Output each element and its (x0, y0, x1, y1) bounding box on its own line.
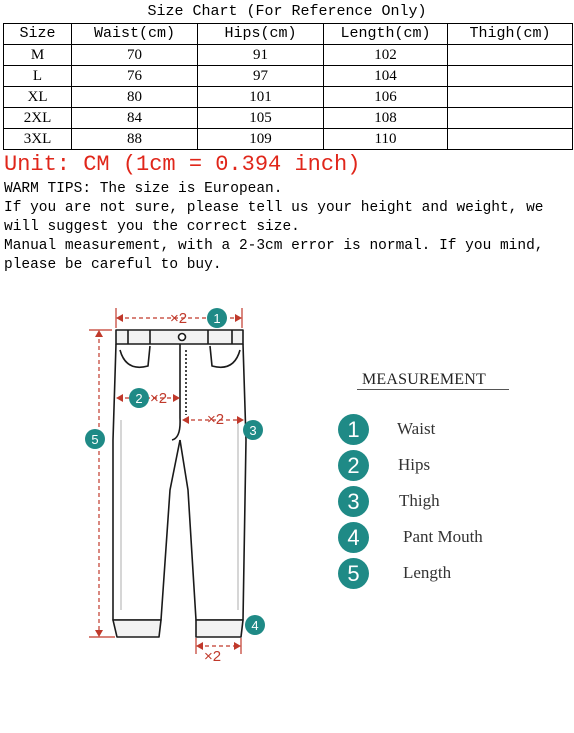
cell-length: 108 (324, 108, 448, 129)
table-row (4, 66, 573, 87)
marker-5-icon (85, 429, 105, 449)
cell-length: 106 (324, 87, 448, 108)
cell-hips: 97 (198, 66, 324, 87)
cell-waist: 76 (72, 66, 198, 87)
cell-thigh (448, 108, 573, 129)
cell-waist: 84 (72, 108, 198, 129)
cell-hips: 109 (198, 129, 324, 150)
pants-diagram (0, 290, 574, 733)
legend-label-waist: Waist (397, 419, 436, 438)
table-header-row (4, 24, 573, 45)
table-row (4, 108, 573, 129)
legend-title: MEASUREMENT (362, 371, 486, 388)
cell-length: 104 (324, 66, 448, 87)
marker-4-icon (245, 615, 265, 635)
header-size: Size (4, 24, 72, 45)
waist-multiplier: ×2 (170, 310, 188, 327)
marker-2-icon (129, 388, 149, 408)
cell-waist: 70 (72, 45, 198, 66)
cell-size: 3XL (4, 129, 72, 150)
cell-thigh (448, 45, 573, 66)
cell-length: 110 (324, 129, 448, 150)
number-2-icon: 2 (338, 450, 369, 481)
pants-outline-icon (113, 330, 246, 637)
size-table (3, 23, 573, 150)
marker-2-label: 2 (135, 391, 143, 406)
legend-label-thigh: Thigh (399, 491, 440, 510)
hips-multiplier: ×2 (150, 390, 168, 407)
cell-thigh (448, 129, 573, 150)
marker-1-icon (207, 308, 227, 328)
marker-5-label: 5 (91, 432, 99, 447)
cell-hips: 101 (198, 87, 324, 108)
thigh-multiplier: ×2 (207, 411, 225, 428)
warm-tips (4, 180, 572, 275)
table-row (4, 129, 573, 150)
cell-waist: 80 (72, 87, 198, 108)
marker-3-label: 3 (249, 423, 257, 438)
cell-length: 102 (324, 45, 448, 66)
cell-thigh (448, 66, 573, 87)
cell-waist: 88 (72, 129, 198, 150)
legend-label-hips: Hips (398, 455, 431, 474)
marker-3-icon (243, 420, 263, 440)
number-4-icon: 4 (338, 522, 369, 553)
size-chart-title: Size Chart (For Reference Only) (147, 3, 427, 20)
unit-note: Unit: CM (1cm = 0.394 inch) (4, 152, 361, 177)
header-waist: Waist(cm) (72, 24, 198, 45)
cell-hips: 105 (198, 108, 324, 129)
cell-thigh (448, 87, 573, 108)
number-5-icon: 5 (338, 558, 369, 589)
header-length: Length(cm) (324, 24, 448, 45)
legend-label-length: Length (403, 563, 452, 582)
table-row (4, 87, 573, 108)
legend-label-pant-mouth: Pant Mouth (403, 527, 483, 546)
tip-european-size: WARM TIPS: The size is European. (4, 181, 283, 197)
cell-size: L (4, 66, 72, 87)
marker-1-label: 1 (213, 311, 221, 326)
header-hips: Hips(cm) (198, 24, 324, 45)
pant-mouth-multiplier: ×2 (204, 648, 222, 665)
tip-height-weight: If you are not sure, please tell us your height and weight, we will suggest you the correct size. (4, 200, 544, 235)
tip-measurement-error: Manual measurement, with a 2-3cm error is normal. If you mind, please be careful to buy. (4, 238, 544, 273)
cell-size: 2XL (4, 108, 72, 129)
table-row (4, 45, 573, 66)
header-thigh: Thigh(cm) (448, 24, 573, 45)
cell-size: M (4, 45, 72, 66)
cell-hips: 91 (198, 45, 324, 66)
legend-title-underline (357, 389, 509, 390)
number-1-icon: 1 (338, 414, 369, 445)
number-3-icon: 3 (338, 486, 369, 517)
cell-size: XL (4, 87, 72, 108)
marker-4-label: 4 (251, 618, 259, 633)
